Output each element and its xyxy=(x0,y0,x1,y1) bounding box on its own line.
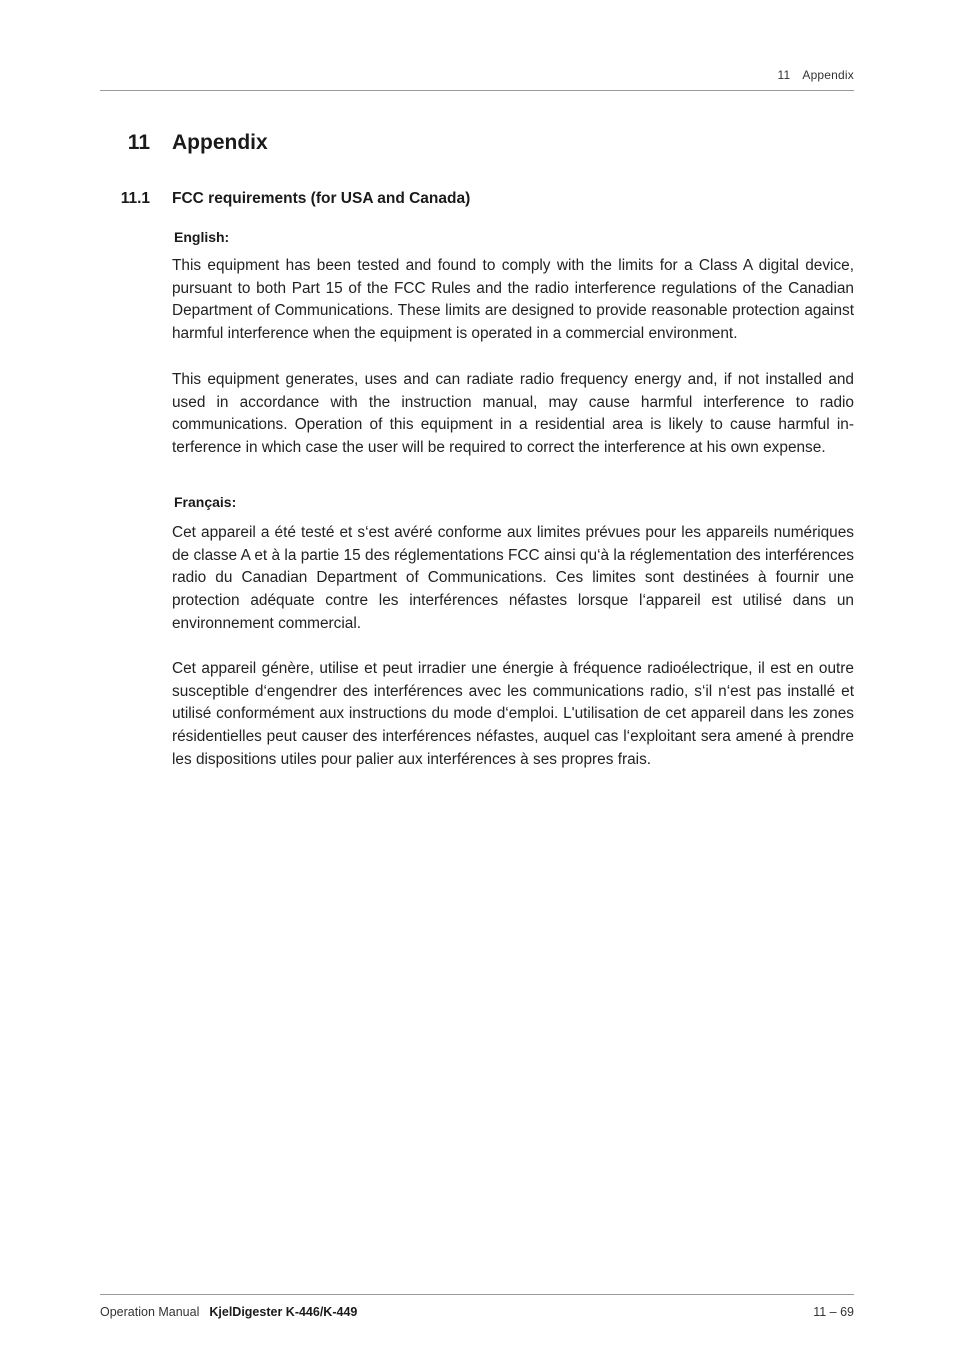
running-header xyxy=(778,68,855,82)
footer-document-info xyxy=(100,1305,357,1319)
chapter-number: 11 xyxy=(127,131,150,154)
footer-page-number: 11 – 69 xyxy=(813,1305,854,1319)
running-header-chapter-title: Appendix xyxy=(802,68,854,82)
header-divider xyxy=(100,90,854,91)
french-label: Français: xyxy=(174,494,237,510)
footer-divider xyxy=(100,1294,854,1295)
english-paragraph-1: This equipment has been tested and found to comply with the limits for a Class A digital device, pursuant to both Part 15 of the FCC Rules and the radio interference regulations of the Canadian Department of Communications. These limits are designed to provide reasonable protection against harmful interference when the equipment is operated in a commercial environment. xyxy=(172,257,854,343)
chapter-title: Appendix xyxy=(172,131,268,154)
running-header-chapter-number: 11 xyxy=(777,68,791,82)
english-label: English: xyxy=(174,229,230,245)
section-title: FCC requirements (for USA and Canada) xyxy=(172,190,471,207)
footer-document-type: Operation Manual xyxy=(100,1305,200,1319)
footer-product-name: KjelDigester K-446/K-449 xyxy=(209,1305,358,1319)
french-paragraph-2: Cet appareil génère, utilise et peut irradier une énergie à fréquence radioélectrique, il est en outre susceptible d‘engendrer des interférences avec les communications radio, s‘il n‘est pas installé et utilisé conformément aux instructions du mode d‘emploi. L'utilisation de cet appareil dans les zones résidentielles peut causer des interférences néfastes, auquel cas l‘exploitant sera amené à prendre les dispositions utiles pour palier aux interférences à ses propres frais. xyxy=(172,660,854,768)
section-number: 11.1 xyxy=(120,190,150,207)
english-paragraph-2: This equipment generates, uses and can radiate radio frequency energy and, if not installed and used in accordance with the instruction manual, may cause harmful interference to radio communications. Operation of this equipment in a residential area is likely to cause harmful interference in which case the user will be required to correct the interference at his own expense. xyxy=(172,371,854,457)
french-paragraph-1: Cet appareil a été testé et s‘est avéré conforme aux limites prévues pour les appareils numériques de classe A et à la partie 15 des réglementations FCC ainsi qu‘à la réglementation des interférences radio du Canadian Department of Communications. Ces limites sont destinées à fournir une protection adéquate contre les interférences néfastes lorsque l‘appareil est utilisé dans un environnement commercial. xyxy=(172,524,854,632)
